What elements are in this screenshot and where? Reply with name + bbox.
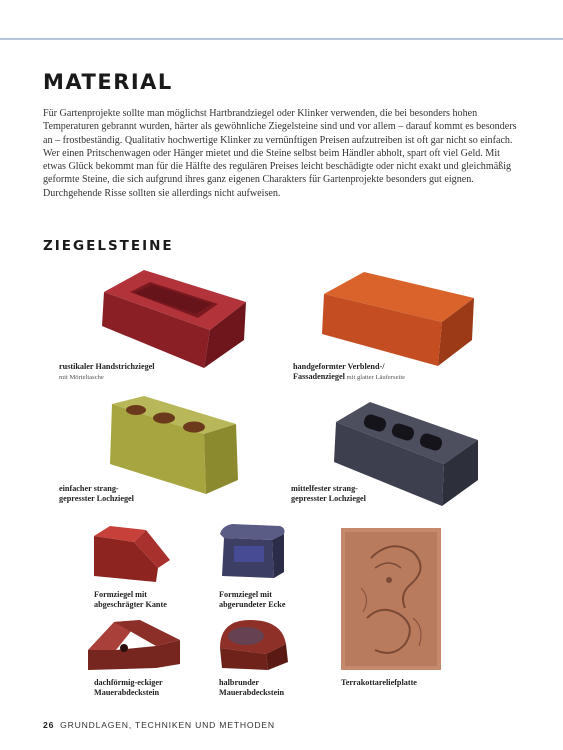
caption-halbrund-line2: Mauerabdeckstein: [219, 688, 285, 697]
caption-dach-line2: Mauerabdeckstein: [94, 688, 160, 697]
halbrund-abdeckstein-image: [216, 614, 292, 672]
caption-halbrund-line1: halbrunder: [219, 678, 260, 687]
caption-verblend-line2: Fassadenziegel: [293, 372, 345, 381]
caption-formziegel-ecke: [219, 590, 285, 610]
formziegel-kante-image: [90, 520, 174, 584]
terrakotta-relief-image: [341, 528, 441, 670]
caption-einfach-line2: gepresster Lochziegel: [59, 494, 134, 503]
caption-einfach: [59, 484, 134, 504]
caption-terrakotta: [341, 678, 417, 688]
caption-formziegel-ecke-line1: Formziegel mit: [219, 590, 272, 599]
intro-paragraph: Für Gartenprojekte sollte man möglichst Hartbrandziegel oder Klinker verwenden, die bei besonders hohen Temperaturen gebrannt wurden, härter als gewöhnliche Ziegelsteine sind und vor allem – darauf kommt es besonders an – frostbeständig. Qualitativ hochwertige Klinker zu vernünftigen Preisen aufzutreiben ist oft gar nicht so einfach. Wer einen Pritschenwagen oder Hänger mietet und die Steine selbst beim Händler abholt, spart oft viel Geld. Mit etwas Glück bekommt man für die Hälfte des regulären Preises leicht beschädigte oder nicht exakt und gleichmäßig geformte Steine, die sich aufgrund ihres ganz eigenen Charakters für Gartenprojekte besonders gut eignen. Durchgehende Risse sollten sie allerdings nicht aufweisen.: [43, 108, 517, 199]
caption-formziegel-kante-line2: abgeschrägter Kante: [94, 600, 167, 609]
caption-verblend: [293, 362, 405, 383]
caption-handstrich-sub: mit Mörteltasche: [59, 374, 104, 381]
caption-einfach-line1: einfacher strang-: [59, 484, 119, 493]
verblend-brick-image: [318, 268, 476, 368]
caption-mittelfest-line1: mittelfester strang-: [291, 484, 358, 493]
caption-formziegel-ecke-line2: abgerundeter Ecke: [219, 600, 286, 609]
caption-formziegel-kante-line1: Formziegel mit: [94, 590, 147, 599]
page-footer: [43, 720, 275, 730]
page-number: 26: [43, 720, 55, 730]
footer-section: GRUNDLAGEN, TECHNIKEN UND METHODEN: [60, 720, 275, 730]
page-title: MATERIAL: [43, 70, 173, 94]
caption-handstrich-title: rustikaler Handstrichziegel: [59, 362, 155, 371]
caption-dach-line1: dachförmig-eckiger: [94, 678, 163, 687]
dach-abdeckstein-image: [84, 614, 184, 672]
section-subheading: ZIEGELSTEINE: [43, 238, 174, 254]
handstrich-brick-image: [100, 262, 250, 372]
einfach-lochziegel-image: [108, 394, 240, 496]
caption-verblend-line1: handgeformter Verblend-/: [293, 362, 385, 371]
caption-handstrich: [59, 362, 155, 383]
caption-formziegel-kante: [94, 590, 167, 610]
caption-terrakotta-line1: Terrakottareliefplatte: [341, 678, 417, 687]
caption-mittelfest: [291, 484, 366, 504]
caption-dach: [94, 678, 163, 698]
formziegel-ecke-image: [214, 520, 290, 582]
caption-verblend-sub: mit glatter Läuferseite: [344, 374, 406, 381]
caption-mittelfest-line2: gepresster Lochziegel: [291, 494, 366, 503]
top-rule: [0, 38, 563, 40]
caption-halbrund: [219, 678, 284, 698]
